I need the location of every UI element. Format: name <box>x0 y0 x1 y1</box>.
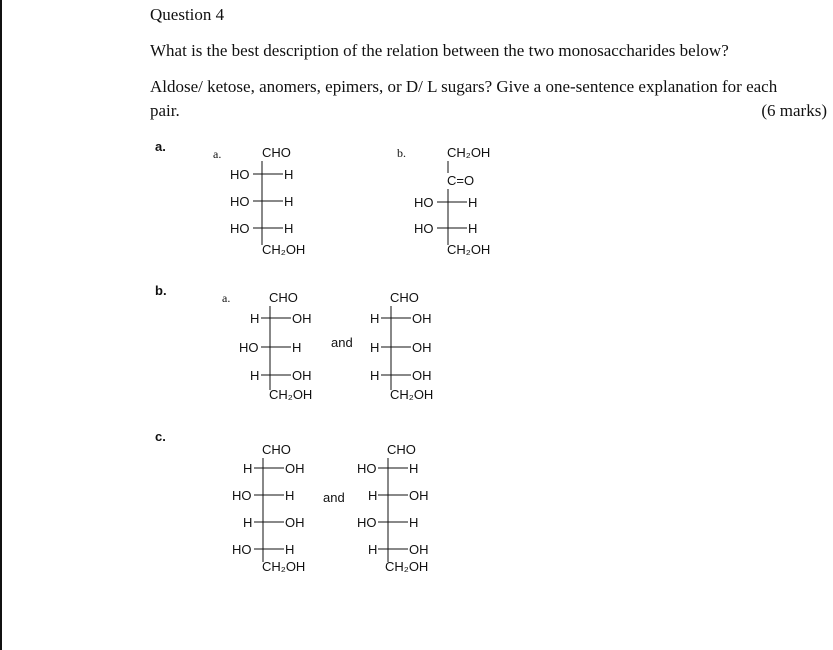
part-c-molecule-1 <box>232 442 305 574</box>
substituent-left: H <box>243 461 253 476</box>
aldehyde-group: CHO <box>269 290 298 305</box>
part-a-label: a. <box>155 139 166 154</box>
substituent-right: OH <box>292 368 312 383</box>
substituent-right: OH <box>409 488 429 503</box>
part-b-molecule-2 <box>370 290 433 402</box>
question-title: Question 4 <box>150 5 225 24</box>
part-a-molecule-1 <box>230 145 305 257</box>
part-b-molecule-1 <box>239 290 312 402</box>
substituent-right: H <box>409 461 419 476</box>
part-b-and-connector: and <box>331 335 353 350</box>
substituent-right: OH <box>412 311 432 326</box>
part-c-molecule-2 <box>357 442 429 574</box>
substituent-right: H <box>284 221 294 236</box>
substituent-left: H <box>250 368 260 383</box>
substituent-left: H <box>370 340 380 355</box>
substituent-left: H <box>370 311 380 326</box>
part-a-sub-a-label: a. <box>213 147 222 161</box>
substituent-left: HO <box>232 542 252 557</box>
substituent-left: HO <box>357 515 377 530</box>
carbonyl-group: C=O <box>447 173 475 188</box>
substituent-right: OH <box>285 461 305 476</box>
substituent-right: OH <box>292 311 312 326</box>
substituent-left: HO <box>357 461 377 476</box>
substituent-left: H <box>368 542 378 557</box>
substituent-right: H <box>292 340 302 355</box>
substituent-left: H <box>368 488 378 503</box>
aldehyde-group: CHO <box>390 290 419 305</box>
part-c-and-connector: and <box>323 490 345 505</box>
primary-alcohol-group: CH₂OH <box>447 242 491 257</box>
aldehyde-group: CHO <box>262 145 291 160</box>
primary-alcohol-group: CH₂OH <box>262 242 306 257</box>
part-b-sub-label: a. <box>222 291 231 305</box>
question-prompt-line-3: pair. <box>150 101 180 120</box>
substituent-right: OH <box>412 340 432 355</box>
primary-alcohol-group: CH₂OH <box>385 559 429 574</box>
substituent-right: H <box>468 221 478 236</box>
question-prompt-line-1: What is the best description of the relation between the two monosaccharides below? <box>150 41 729 60</box>
substituent-right: OH <box>409 542 429 557</box>
primary-alcohol-group-top: CH₂OH <box>447 145 491 160</box>
substituent-left: HO <box>414 195 434 210</box>
substituent-right: OH <box>412 368 432 383</box>
primary-alcohol-group: CH₂OH <box>262 559 306 574</box>
part-c-label: c. <box>155 429 166 444</box>
question-prompt-line-2: Aldose/ ketose, anomers, epimers, or D/ L sugars? Give a one-sentence explanation for each <box>150 77 778 96</box>
aldehyde-group: CHO <box>262 442 291 457</box>
aldehyde-group: CHO <box>387 442 416 457</box>
substituent-right: H <box>284 194 294 209</box>
part-b-label: b. <box>155 283 167 298</box>
substituent-left: H <box>243 515 253 530</box>
part-a-sub-b-label: b. <box>397 146 406 160</box>
primary-alcohol-group: CH₂OH <box>269 387 313 402</box>
substituent-left: H <box>370 368 380 383</box>
substituent-right: H <box>285 488 295 503</box>
substituent-right: H <box>409 515 419 530</box>
substituent-left: HO <box>239 340 259 355</box>
primary-alcohol-group: CH₂OH <box>390 387 434 402</box>
substituent-left: H <box>250 311 260 326</box>
substituent-left: HO <box>232 488 252 503</box>
substituent-left: HO <box>230 194 250 209</box>
substituent-left: HO <box>414 221 434 236</box>
substituent-right: H <box>285 542 295 557</box>
substituent-left: HO <box>230 221 250 236</box>
substituent-right: OH <box>285 515 305 530</box>
substituent-left: HO <box>230 167 250 182</box>
substituent-right: H <box>468 195 478 210</box>
substituent-right: H <box>284 167 294 182</box>
part-a-molecule-2 <box>414 145 490 257</box>
question-marks: (6 marks) <box>761 101 827 120</box>
